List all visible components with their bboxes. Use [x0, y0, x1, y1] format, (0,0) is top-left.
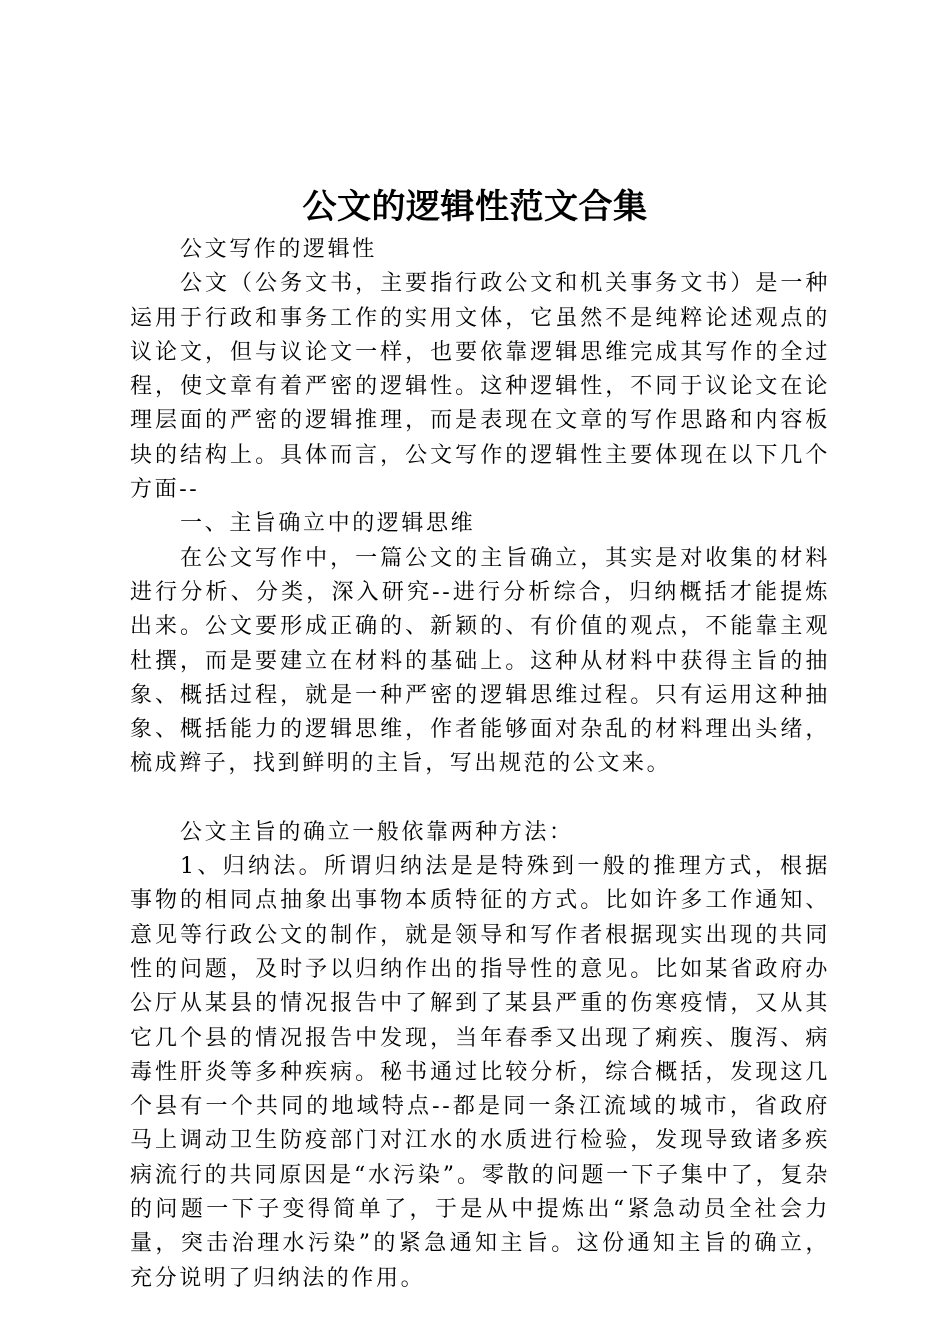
document-body — [130, 233, 830, 1296]
intro-paragraph: 公文（公务文书，主要指行政公文和机关事务文书）是一种运用于行政和事务工作的实用文体，它虽然不是纯粹论述观点的议论文，但与议论文一样，也要依靠逻辑思维完成其写作的全过程，使文章有着严密的逻辑性。这种逻辑性，不同于议论文在论理层面的严密的逻辑推理，而是表现在文章的写作思路和内容板块的结构上。具体而言，公文写作的逻辑性主要体现在以下几个方面-- — [130, 271, 830, 503]
section-heading-main-idea: 一、主旨确立中的逻辑思维 — [180, 511, 476, 537]
section-heading-logic: 公文写作的逻辑性 — [180, 237, 377, 262]
document-title: 公文的逻辑性范文合集 — [302, 187, 648, 227]
methods-intro: 公文主旨的确立一般依靠两种方法： — [180, 819, 574, 845]
main-idea-paragraph: 在公文写作中，一篇公文的主旨确立，其实是对收集的材料进行分析、分类，深入研究--进行分析综合，归纳概括才能提炼出来。公文要形成正确的、新颖的、有价值的观点，不能靠主观杜撰，而是要建立在材料的基础上。这种从材料中获得主旨的抽象、概括过程，就是一种严密的逻辑思维过程。只有运用这种抽象、概括能力的逻辑思维，作者能够面对杂乱的材料理出头绪，梳成辫子，找到鲜明的主旨，写出规范的公文来。 — [130, 545, 830, 777]
induction-method-paragraph: 1、归纳法。所谓归纳法是是特殊到一般的推理方式，根据事物的相同点抽象出事物本质特征的方式。比如许多工作通知、意见等行政公文的制作，就是领导和写作者根据现实出现的共同性的问题，及时予以归纳作出的指导性的意见。比如某省政府办公厅从某县的情况报告中了解到了某县严重的伤寒疫情，又从其它几个县的情况报告中发现，当年春季又出现了痢疾、腹泻、病毒性肝炎等多种疾病。秘书通过比较分析，综合概括，发现这几个县有一个共同的地域特点--都是同一条江流域的城市，省政府马上调动卫生防疫部门对江水的水质进行检验，发现导致诸多疾病流行的共同原因是“水污染”。零散的问题一下子集中了，复杂的问题一下子变得简单了，于是从中提炼出“紧急动员全社会力量，突击治理水污染”的紧急通知主旨。这份通知主旨的确立，充分说明了归纳法的作用。 — [130, 854, 830, 1291]
